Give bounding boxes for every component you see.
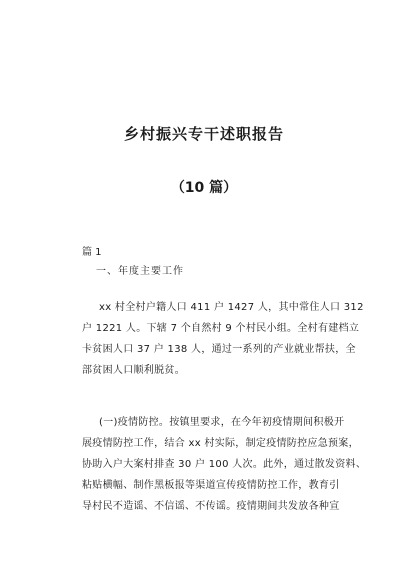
paragraph-line: 导村民不造谣、不信谣、不传谣。疫情期间共发放各种宣 <box>82 501 340 512</box>
paragraph-line: 协助入户大案村排查 30 户 100 人次。此外，通过散发资料、 <box>82 459 367 470</box>
document-subtitle: （10 篇） <box>170 180 238 196</box>
paragraph-population <box>82 297 364 381</box>
paragraph-epidemic-control <box>82 412 367 517</box>
paragraph-line: 户 1221 人。下辖 7 个自然村 9 个村民小组。全村有建档立 <box>82 323 360 334</box>
paragraph-line: 卡贫困人口 37 户 138 人，通过一系列的产业就业帮扶，全 <box>82 344 356 355</box>
paragraph-line: (一)疫情防控。按镇里要求，在今年初疫情期间积极开 <box>99 417 345 428</box>
section-heading: 一、年度主要工作 <box>96 266 184 277</box>
document-title: 乡村振兴专干述职报告 <box>123 125 284 143</box>
section-label: 篇 1 <box>82 247 102 258</box>
paragraph-line: 粘贴横幅、制作黑板报等渠道宣传疫情防控工作，教育引 <box>82 480 340 491</box>
paragraph-line: 部贫困人口顺利脱贫。 <box>82 365 185 376</box>
paragraph-line: xx 村全村户籍人口 411 户 1427 人，其中常住人口 312 <box>99 302 364 313</box>
paragraph-line: 展疫情防控工作，结合 xx 村实际，制定疫情防控应急预案， <box>82 438 359 449</box>
